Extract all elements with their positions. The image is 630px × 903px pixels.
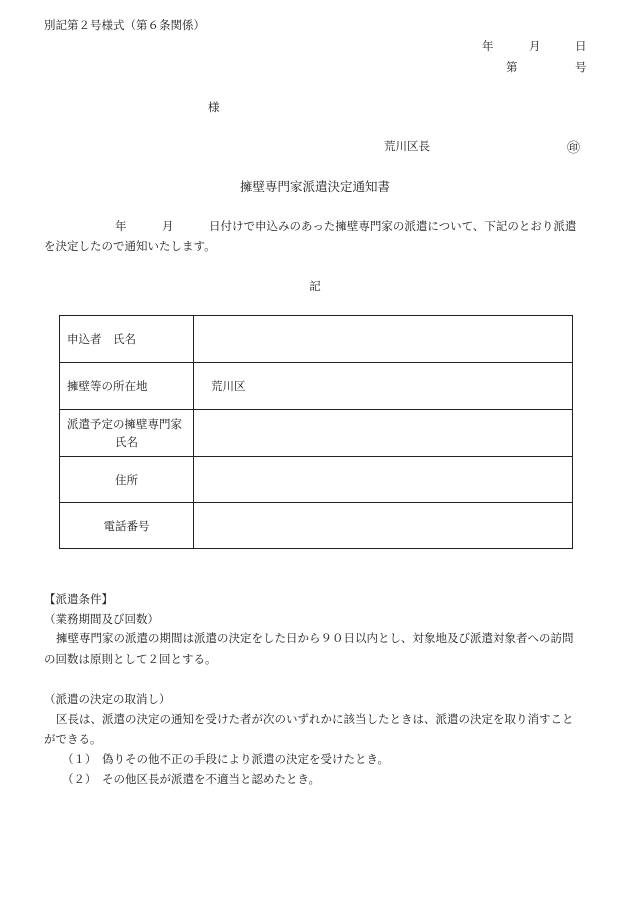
phone-label: 電話番号 xyxy=(103,518,150,533)
seal-mark: ㊞ xyxy=(567,141,581,156)
applicant-label: 申込者 氏名 xyxy=(67,332,136,346)
addressee-suffix: 様 xyxy=(208,100,220,114)
cancel-item-1-num: （１） xyxy=(62,752,97,766)
info-table xyxy=(59,315,573,549)
date-day: 日 xyxy=(575,39,587,53)
doc-title: 擁壁専門家派遣決定通知書 xyxy=(239,179,390,194)
number-prefix: 第 xyxy=(506,60,518,74)
intro-year: 年 xyxy=(115,219,127,233)
row-expert-name xyxy=(60,410,573,457)
form-label: 別記第２号様式（第６条関係） xyxy=(44,18,205,32)
period-text-line1: 擁壁専門家の派遣の期間は派遣の決定をした日から９０日以内とし、対象地及び派遣対象者への訪問 xyxy=(56,631,574,645)
period-text-line2: の回数は原則として２回とする。 xyxy=(44,652,217,666)
period-heading: （業務期間及び回数） xyxy=(44,612,159,626)
location-value: 荒川区 xyxy=(211,379,246,393)
intro-line2: を決定したので通知いたします。 xyxy=(44,239,216,253)
cancel-item-2-text: その他区長が派遣を不適当と認めたとき。 xyxy=(102,772,321,786)
cancel-text-line1: 区長は、派遣の決定の通知を受けた者が次のいずれかに該当したときは、派遣の決定を取り消すこと xyxy=(56,712,574,726)
cancel-text-line2: ができる。 xyxy=(44,732,102,746)
row-location xyxy=(60,363,573,410)
row-applicant xyxy=(60,316,573,363)
expert-label-line1: 派遣予定の擁壁専門家 xyxy=(67,417,182,431)
ki-mark: 記 xyxy=(309,279,321,293)
cancel-item-1-text: 偽りその他不正の手段により派遣の決定を受けたとき。 xyxy=(102,752,390,766)
cancel-item-2-num: （２） xyxy=(62,772,97,786)
sender-title: 荒川区長 xyxy=(384,139,430,153)
date-month: 月 xyxy=(529,39,541,53)
date-year: 年 xyxy=(482,39,494,53)
intro-line1: 日付けで申込みのあった擁壁専門家の派遣について、下記のとおり派遣 xyxy=(209,219,577,233)
address-label: 住所 xyxy=(115,472,138,487)
row-address xyxy=(60,457,573,503)
expert-label-line2: 氏名 xyxy=(115,435,138,449)
location-label: 擁壁等の所在地 xyxy=(67,379,148,393)
conditions-heading: 【派遣条件】 xyxy=(44,592,113,606)
intro-month: 月 xyxy=(162,219,174,233)
cancel-heading: （派遣の決定の取消し） xyxy=(44,692,171,706)
row-phone xyxy=(60,503,573,549)
number-suffix: 号 xyxy=(575,60,587,74)
